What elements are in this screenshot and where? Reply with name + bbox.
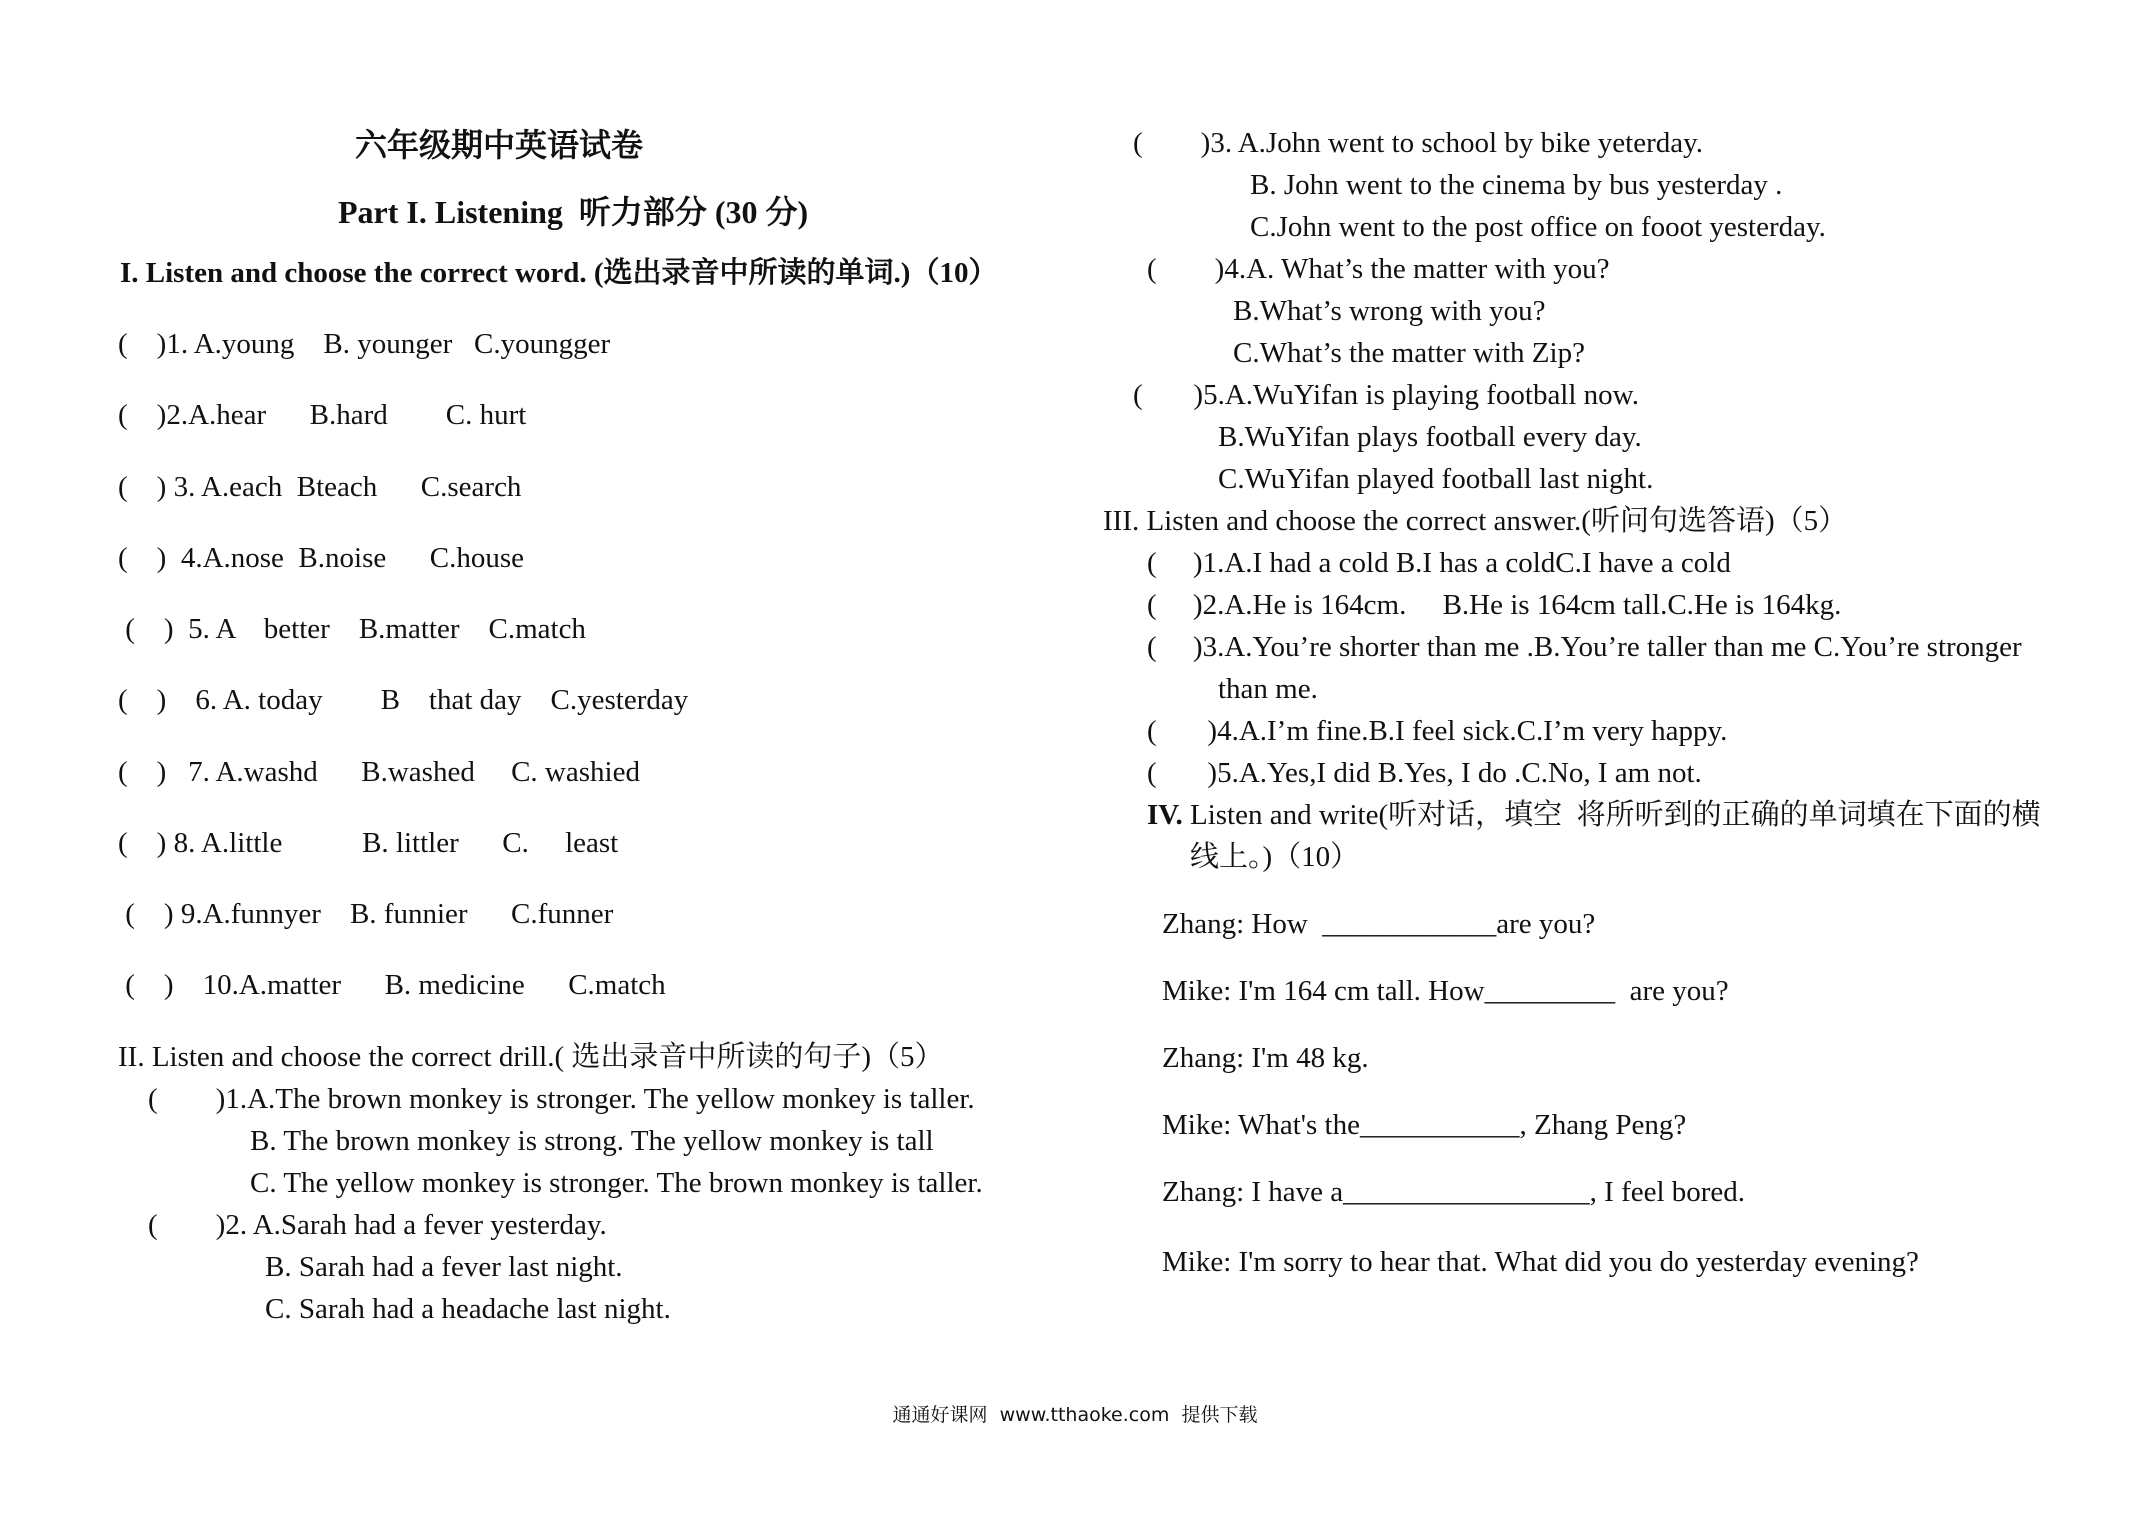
s1-question-3: ( ) 3. A.each Bteach C.search [118,471,522,503]
s1-question-6: ( ) 6. A. today B that day C.yesterday [118,684,689,716]
dialogue-line-5: Zhang: I have a_________________, I feel bored. [1162,1176,1746,1208]
s2-question-4-option-c: C.What’s the matter with Zip? [1233,337,1585,369]
s3-question-4: ( )4.A.I’m fine.B.I feel sick.C.I’m very happy. [1147,715,1728,747]
s2-question-2-option-b: B. Sarah had a fever last night. [265,1251,623,1283]
section-4-heading-line-2: 线上。)（10） [1190,841,1360,873]
s2-question-3-option-a: ( )3. A.John went to school by bike yeterday. [1133,127,1703,159]
s2-question-5-option-b: B.WuYifan plays football every day. [1218,421,1642,453]
section-1-heading: I. Listen and choose the correct word. (选出录音中所读的单词.)（10） [120,257,998,289]
s2-question-1-option-b: B. The brown monkey is strong. The yellow monkey is tall [250,1125,934,1157]
s2-question-4-option-a: ( )4.A. What’s the matter with you? [1147,253,1610,285]
footer-source: 通通好课网 www.tthaoke.com 提供下载 [892,1404,1258,1426]
section-2-heading: II. Listen and choose the correct drill.( 选出录音中所读的句子)（5） [118,1041,944,1073]
section-4-heading [1147,798,2041,832]
s1-question-7: ( ) 7. A.washd B.washed C. washied [118,756,640,788]
s1-question-5: ( ) 5. A better B.matter C.match [118,613,586,645]
s2-question-5-option-a: ( )5.A.WuYifan is playing football now. [1133,379,1639,411]
dialogue-line-2: Mike: I'm 164 cm tall. How_________ are you? [1162,975,1729,1007]
dialogue-line-3: Zhang: I'm 48 kg. [1162,1042,1369,1074]
s1-question-10: ( ) 10.A.matter B. medicine C.match [118,969,666,1001]
s3-question-3: ( )3.A.You’re shorter than me .B.You’re taller than me C.You’re stronger [1147,631,2022,663]
s1-question-8: ( ) 8. A.little B. littler C. least [118,827,619,859]
s2-question-1-option-c: C. The yellow monkey is stronger. The brown monkey is taller. [250,1167,983,1199]
s3-question-1: ( )1.A.I had a cold B.I has a coldC.I have a cold [1147,547,1731,579]
s2-question-3-option-b: B. John went to the cinema by bus yesterday . [1250,169,1783,201]
s2-question-4-option-b: B.What’s wrong with you? [1233,295,1546,327]
s1-question-1: ( )1. A.young B. younger C.youngger [118,328,611,360]
s3-question-5: ( )5.A.Yes,I did B.Yes, I do .C.No, I am not. [1147,757,1702,789]
s2-question-2-option-a: ( )2. A.Sarah had a fever yesterday. [148,1209,607,1241]
dialogue-line-4: Mike: What's the___________, Zhang Peng? [1162,1109,1687,1141]
dialogue-line-6: Mike: I'm sorry to hear that. What did you do yesterday evening? [1162,1246,1919,1278]
s2-question-2-option-c: C. Sarah had a headache last night. [265,1293,671,1325]
part-heading: Part I. Listening 听力部分 (30 分) [338,194,809,230]
page-title: 六年级期中英语试卷 [355,127,644,163]
s2-question-3-option-c: C.John went to the post office on fooot yesterday. [1250,211,1826,243]
s1-question-4: ( ) 4.A.nose B.noise C.house [118,542,524,574]
section-3-heading: III. Listen and choose the correct answer.(听问句选答语)（5） [1103,505,1848,537]
dialogue-line-1: Zhang: How ____________are you? [1162,908,1596,940]
s2-question-1-option-a: ( )1.A.The brown monkey is stronger. The yellow monkey is taller. [148,1083,975,1115]
s3-question-3-continued: than me. [1218,673,1318,705]
section-4-number: IV. [1147,799,1183,831]
s1-question-2: ( )2.A.hear B.hard C. hurt [118,399,527,431]
s1-question-9: ( ) 9.A.funnyer B. funnier C.funner [118,898,614,930]
s3-question-2: ( )2.A.He is 164cm. B.He is 164cm tall.C.He is 164kg. [1147,589,1842,621]
s2-question-5-option-c: C.WuYifan played football last night. [1218,463,1654,495]
section-4-heading-line-1: Listen and write(听对话，填空 将所听到的正确的单词填在下面的横 [1182,799,2041,831]
